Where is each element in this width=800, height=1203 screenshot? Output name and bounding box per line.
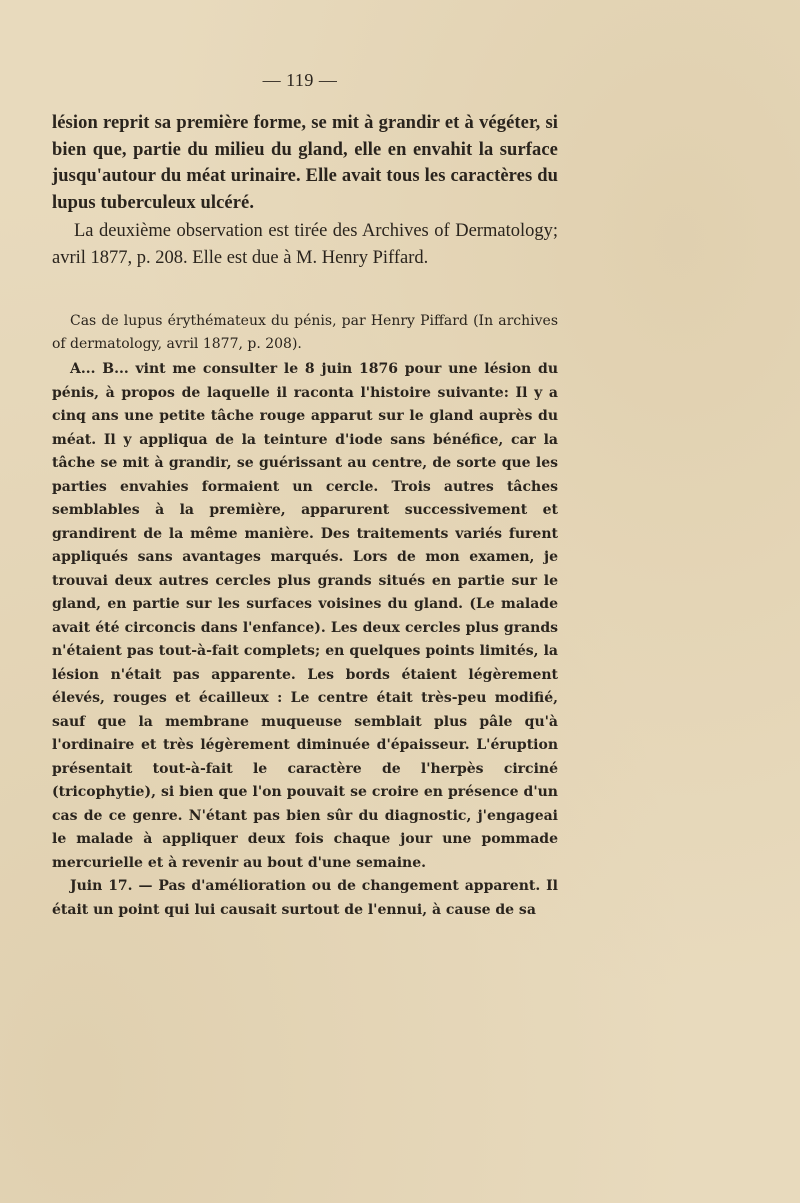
case-narrative-paragraph: A... B... vint me consulter le 8 juin 1876 pour une lésion du pénis, à propos de laquelle il raconta l'histoire suivante: Il y a cinq ans une petite tâche rouge apparut sur le gland auprès du méat. Il y appliqua de la teinture d'iode sans bénéfice, car la tâche se mit à grandir, se guérissant au centre, de sorte que les parties envahies formaient un cercle. Trois autres tâches semblables à la première, apparurent successivement et grandirent de la même manière. Des traitements variés furent appliqués sans avantages marqués. Lors de mon examen, je trouvai deux autres cercles plus grands situés en partie sur le gland, en partie sur les surfaces voisines du gland. (Le malade avait été circoncis dans l'enfance). Les deux cercles plus grands n'étaient pas tout-à-fait complets; en quelques points limités, la lésion n'était pas apparente. Les bords étaient légèrement élevés, rouges et écailleux : Le centre était très-peu modifié, sauf que la membrane muqueuse semblait plus pâle qu'à l'ordinaire et très légèrement diminuée d'épaisseur. L'éruption présentait tout-à-fait le caractère de l'herpès circiné (tricophytie), si bien que l'on pouvait se croire en présence d'un cas de ce genre. N'étant pas bien sûr du diagnostic, j'engageai le malade à appliquer deux fois chaque jour une pommade mercurielle et à revenir au bout d'une semaine. [52,361,558,871]
case-followup-paragraph: Juin 17. — Pas d'amélioration ou de changement apparent. Il était un point qui lui causait surtout de l'ennui, à cause de sa [52,878,558,918]
case-body [52,358,558,922]
page-number: — 119 — [262,70,338,90]
paragraph-observation-intro: La deuxième observation est tirée des Archives of Dermatology; avril 1877, p. 208. Elle est due à M. Henry Piffard. [52,221,558,268]
case-title: Cas de lupus érythémateux du pénis, par Henry Piffard (In archives of dermatology, avril 1877, p. 208). [52,313,558,352]
paragraph-continuation: lésion reprit sa première forme, se mit à grandir et à végéter, si bien que, partie du milieu du gland, elle en envahit la surface jusqu'autour du méat urinaire. Elle avait tous les caractères du lupus tuberculeux ulcéré. [52,113,558,213]
